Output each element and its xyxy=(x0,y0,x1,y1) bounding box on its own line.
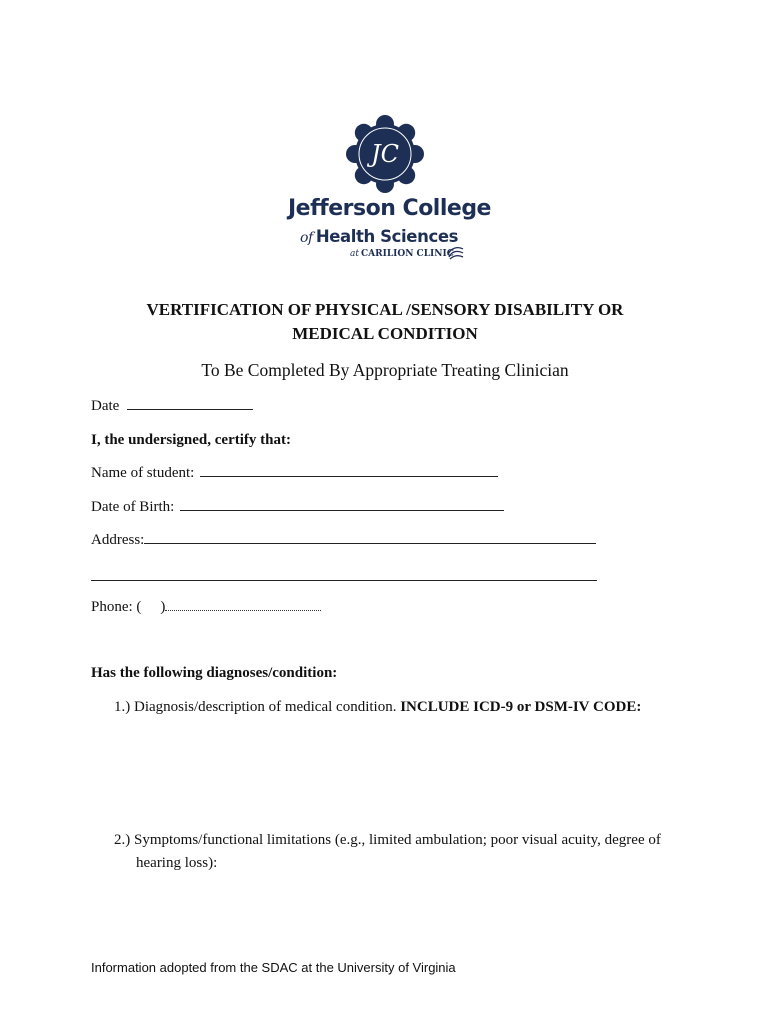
college-name-line2 xyxy=(300,227,458,246)
affiliation-name: CARILION CLINIC xyxy=(360,249,454,259)
item2-text-line1: Symptoms/functional limitations (e.g., limited ambulation; poor visual acuity, degree of xyxy=(134,832,661,848)
item1-text: Diagnosis/description of medical condition. xyxy=(134,699,397,715)
item1-number: 1.) xyxy=(114,699,131,715)
affiliation-line xyxy=(350,249,454,259)
carilion-swirl-icon xyxy=(446,245,464,261)
dob-row xyxy=(91,498,504,516)
symptoms-response-area[interactable] xyxy=(136,880,676,950)
date-row xyxy=(91,397,253,415)
student-name-label: Name of student: xyxy=(91,465,195,481)
certify-statement: I, the undersigned, certify that: xyxy=(91,432,291,448)
dob-label: Date of Birth: xyxy=(91,499,175,515)
seal-monogram: JC xyxy=(371,140,399,168)
diagnosis-response-area[interactable] xyxy=(136,722,676,822)
phone-paren-close: ) xyxy=(160,599,166,615)
item1-code-instruction: INCLUDE ICD-9 or DSM-IV CODE: xyxy=(400,699,642,715)
phone-row xyxy=(91,598,321,616)
item2-number: 2.) xyxy=(114,832,131,848)
form-subtitle: To Be Completed By Appropriate Treating Clinician xyxy=(201,360,569,380)
student-name-field[interactable] xyxy=(200,464,498,477)
symptoms-item xyxy=(114,832,661,849)
date-label: Date xyxy=(91,398,120,414)
address-row xyxy=(91,531,596,549)
college-name-line1: Jefferson College xyxy=(288,196,491,221)
diagnosis-item xyxy=(114,699,641,716)
student-name-row xyxy=(91,464,498,482)
phone-label: Phone: ( xyxy=(91,599,142,615)
address-field-line1[interactable] xyxy=(144,531,596,544)
address-label: Address: xyxy=(91,532,145,548)
college-name-of: of xyxy=(300,230,313,246)
date-field[interactable] xyxy=(127,397,253,410)
form-title-line2: MEDICAL CONDITION xyxy=(292,324,478,343)
item2-text-line2: hearing loss): xyxy=(136,855,218,871)
phone-number-field[interactable] xyxy=(165,598,321,611)
footer-attribution: Information adopted from the SDAC at the University of Virginia xyxy=(91,960,456,975)
address-field-line2[interactable] xyxy=(91,580,597,581)
diagnoses-heading: Has the following diagnoses/condition: xyxy=(91,665,338,681)
college-name-health-sciences: Health Sciences xyxy=(315,227,459,246)
form-title-line1: VERTIFICATION OF PHYSICAL /SENSORY DISABILITY OR xyxy=(146,300,624,319)
affiliation-prefix: at xyxy=(350,249,359,259)
college-seal-logo xyxy=(346,115,424,193)
dob-field[interactable] xyxy=(180,498,504,511)
